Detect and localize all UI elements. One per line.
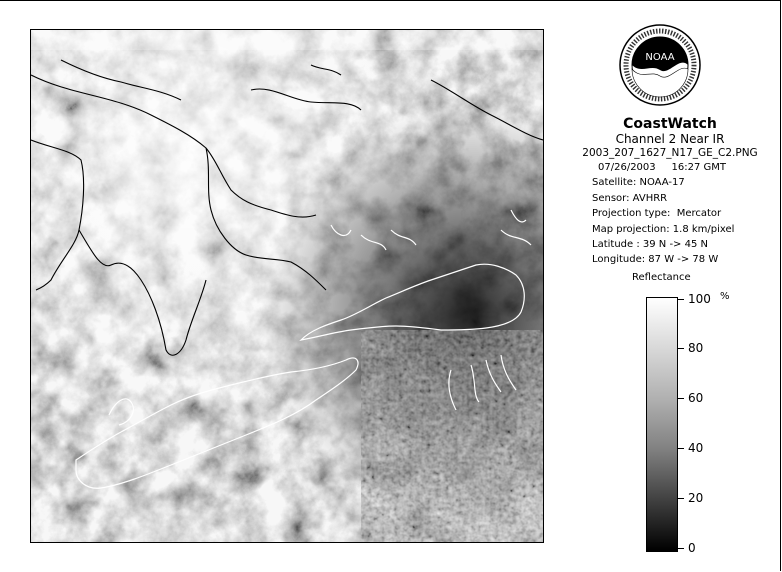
colorbar-tick [678, 299, 684, 300]
colorbar-label: 60 [688, 391, 704, 405]
satellite-scene [31, 30, 543, 542]
sensor-label: Sensor: AVHRR [592, 192, 668, 204]
colorbar-tick [678, 348, 684, 349]
metadata-list [592, 160, 782, 268]
noaa-emblem-icon [619, 24, 701, 106]
latitude-label: Latitude : 39 N -> 45 N [592, 239, 708, 251]
noaa-logo [619, 24, 701, 106]
colorbar-label: 100 [688, 292, 711, 306]
svg-text:NOAA: NOAA [645, 52, 675, 63]
satellite-label: Satellite: NOAA-17 [592, 177, 685, 189]
filename-label: 2003_207_1627_N17_GE_C2.PNG [582, 147, 758, 159]
info-panel [560, 116, 780, 161]
legend-title: Reflectance [632, 272, 691, 283]
colorbar-label: 0 [688, 541, 696, 555]
colorbar-label: 80 [688, 341, 704, 355]
colorbar-tick [678, 498, 684, 499]
legend-unit: % [720, 291, 730, 302]
projection-label: Projection type: Mercator [592, 208, 722, 220]
product-title: CoastWatch [623, 116, 717, 132]
longitude-label: Longitude: 87 W -> 78 W [592, 254, 719, 266]
datetime-label: 07/26/2003 16:27 GMT [598, 162, 727, 173]
colorbar-tick [678, 448, 684, 449]
channel-label: Channel 2 Near IR [615, 132, 725, 146]
resolution-label: Map projection: 1.8 km/pixel [592, 223, 735, 235]
colorbar-label: 20 [688, 491, 704, 505]
colorbar-label: 40 [688, 441, 704, 455]
colorbar-tick [678, 398, 684, 399]
colorbar-tick [678, 548, 684, 549]
colorbar [646, 297, 678, 552]
satellite-image [30, 29, 544, 543]
